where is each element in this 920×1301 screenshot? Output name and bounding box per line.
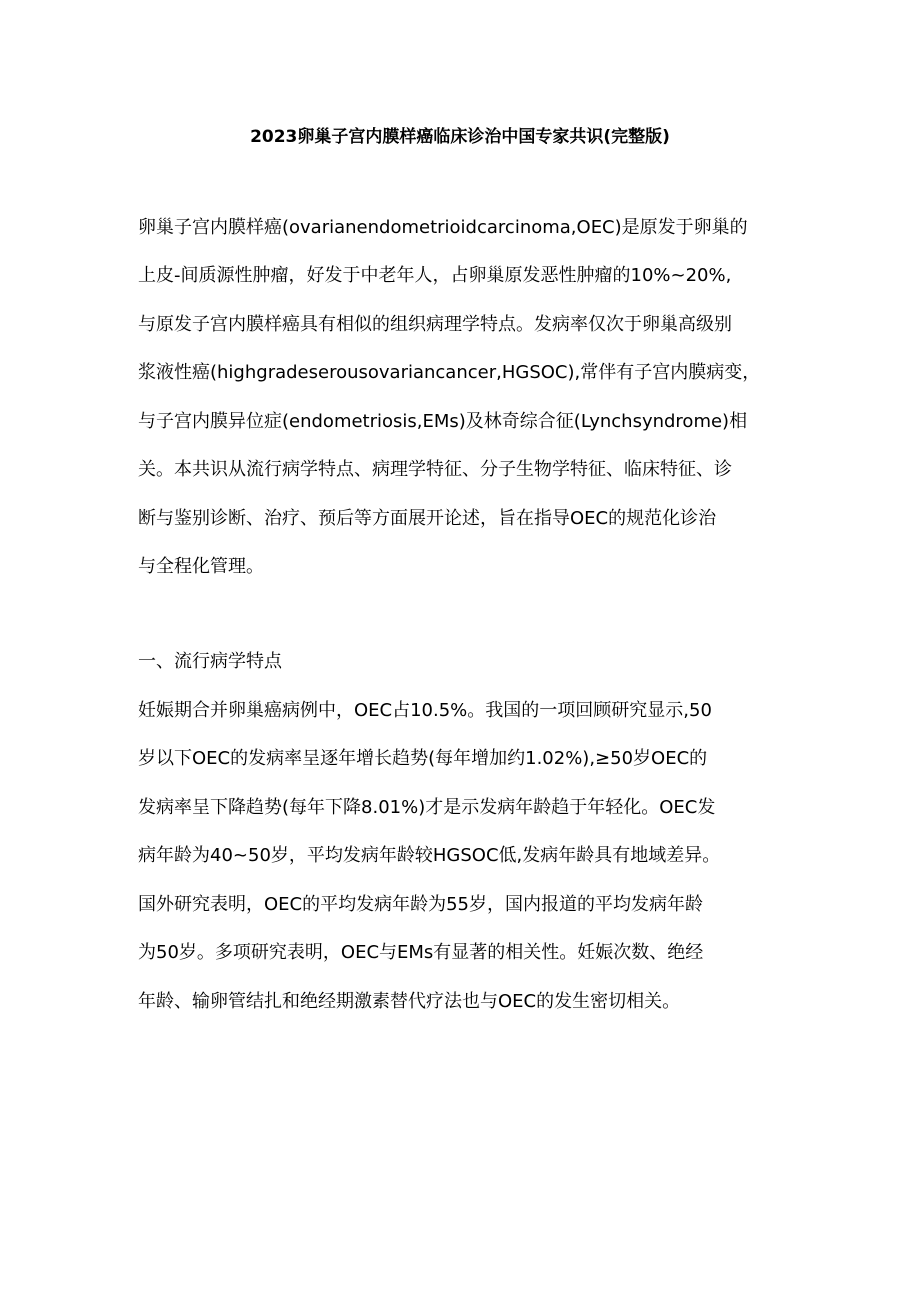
intro-line: 卵巢子宫内膜样癌(ovarianendometrioidcarcinoma,OEC)是原发于卵巢的 [138, 217, 748, 238]
intro-line: 断与鉴别诊断、治疗、预后等方面展开论述，旨在指导OEC的规范化诊治 [138, 508, 717, 529]
intro-line: 与子宫内膜异位症(endometriosis,EMs)及林奇综合征(Lynchsyndrome)相 [138, 411, 748, 432]
section-line: 为50岁。多项研究表明，OEC与EMs有显著的相关性。妊娠次数、绝经 [138, 942, 704, 963]
intro-line: 与原发子宫内膜样癌具有相似的组织病理学特点。发病率仅次于卵巢高级别 [138, 314, 732, 335]
section-line: 妊娠期合并卵巢癌病例中，OEC占10.5%。我国的一项回顾研究显示,50 [138, 700, 712, 721]
section-line: 发病率呈下降趋势(每年下降8.01%)才是示发病年龄趋于年轻化。OEC发 [138, 797, 716, 818]
section-line: 病年龄为40~50岁，平均发病年龄较HGSOC低,发病年龄具有地域差异。 [138, 845, 721, 866]
section-line: 年龄、输卵管结扎和绝经期激素替代疗法也与OEC的发生密切相关。 [138, 991, 681, 1012]
document-title: 2023卵巢子宫内膜样癌临床诊治中国专家共识(完整版) [250, 127, 670, 147]
intro-line: 上皮-间质源性肿瘤，好发于中老年人，占卵巢原发恶性肿瘤的10%~20%, [138, 265, 732, 286]
intro-line: 与全程化管理。 [138, 556, 264, 577]
section-line: 国外研究表明，OEC的平均发病年龄为55岁，国内报道的平均发病年龄 [138, 894, 704, 915]
section-line: 岁以下OEC的发病率呈逐年增长趋势(每年增加约1.02%),≥50岁OEC的 [138, 748, 708, 769]
section-heading-epidemiology: 一、流行病学特点 [138, 651, 282, 672]
intro-line: 关。本共识从流行病学特点、病理学特征、分子生物学特征、临床特征、诊 [138, 459, 732, 480]
intro-line: 浆液性癌(highgradeserousovariancancer,HGSOC),常伴有子宫内膜病变， [138, 362, 761, 383]
